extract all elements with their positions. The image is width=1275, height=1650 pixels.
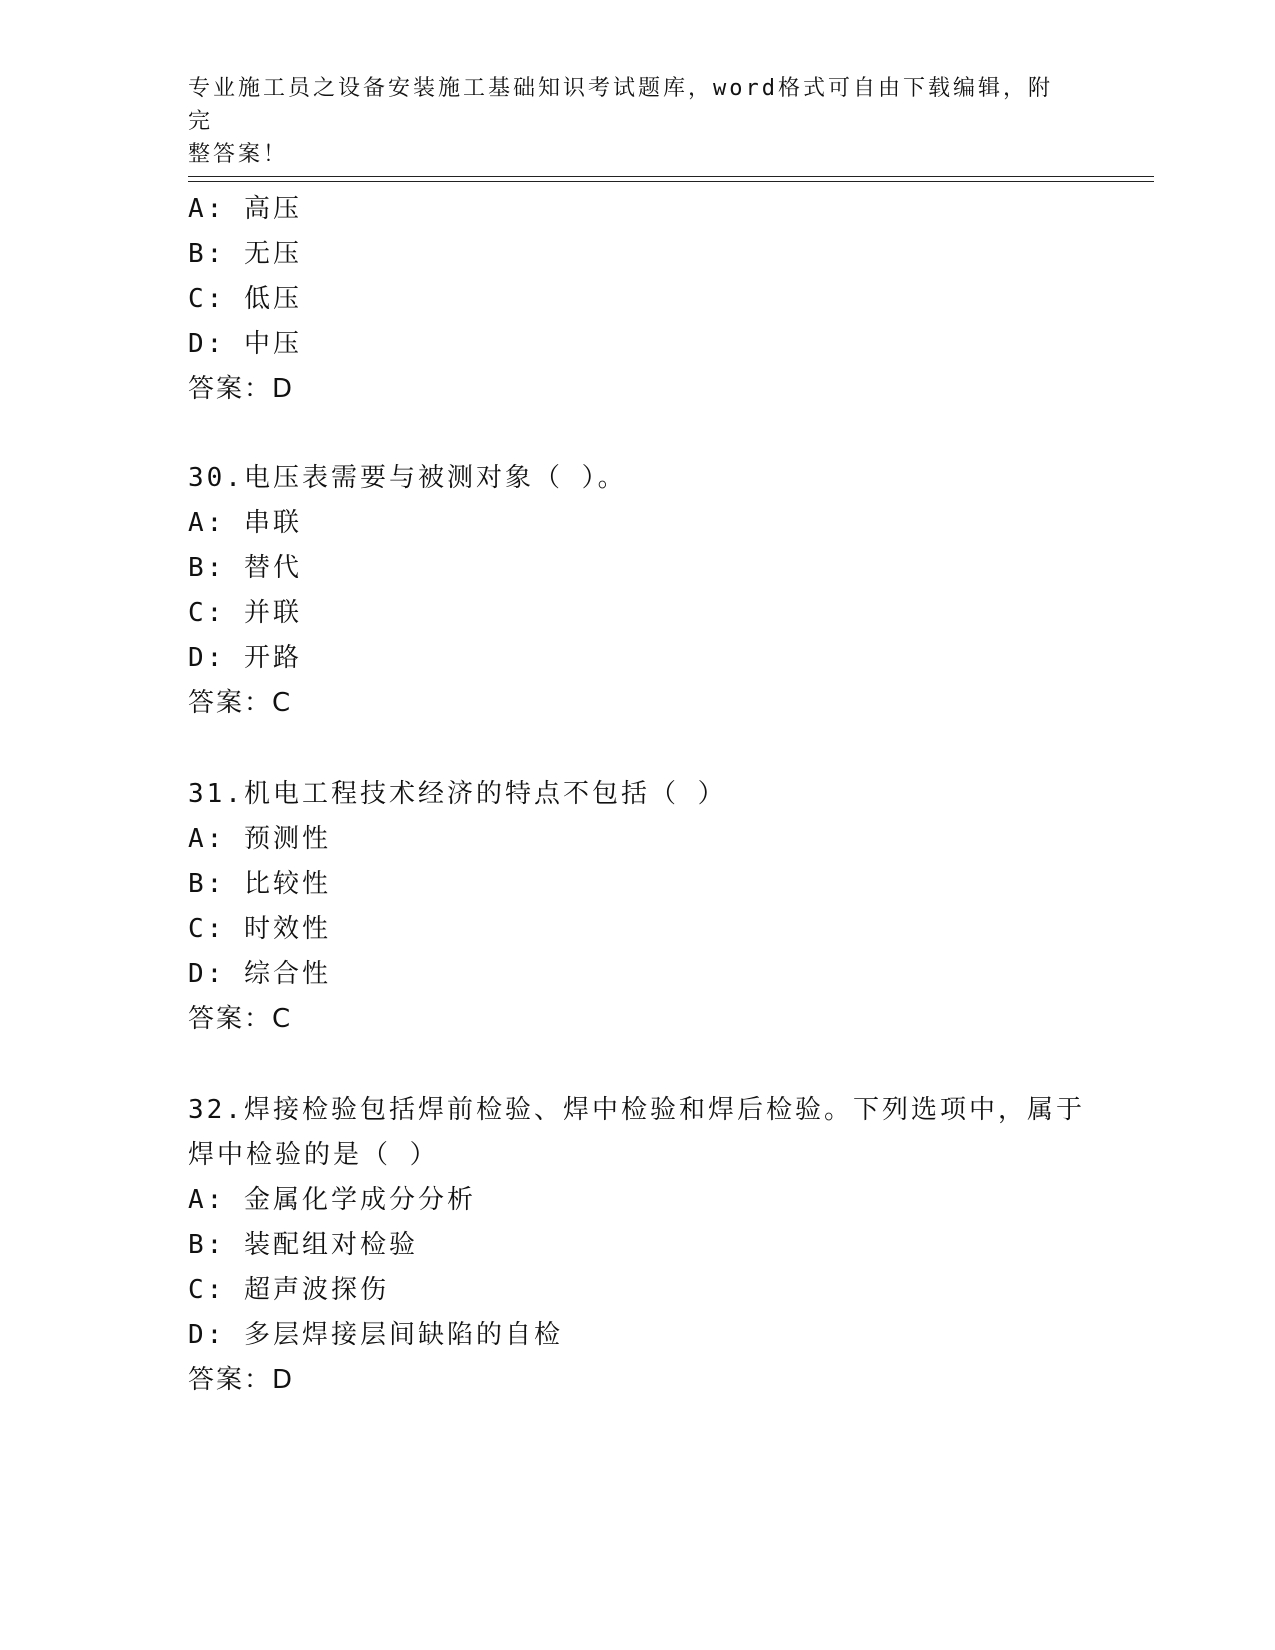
q29-option-d: D: 中压 [188, 329, 302, 359]
q31-option-d: D: 综合性 [188, 959, 331, 989]
q31-option-c: C: 时效性 [188, 914, 331, 944]
header-line-1: 专业施工员之设备安装施工基础知识考试题库，word格式可自由下载编辑，附完 [188, 76, 1053, 134]
q29-option-c: C: 低压 [188, 284, 302, 314]
document-header [188, 72, 1068, 171]
q29-option-b: B: 无压 [188, 239, 302, 269]
q29-answer: 答案：D [188, 374, 295, 404]
header-divider-bottom [188, 181, 1154, 182]
q30-option-c: C: 并联 [188, 598, 302, 628]
q32-option-b: B: 装配组对检验 [188, 1230, 418, 1260]
q30-option-d: D: 开路 [188, 643, 302, 673]
q31-option-b: B: 比较性 [188, 869, 331, 899]
q30-stem: 30.电压表需要与被测对象（ ）。 [188, 463, 627, 493]
q32-option-a: A: 金属化学成分分析 [188, 1185, 476, 1215]
q29-option-a: A: 高压 [188, 194, 302, 224]
q32-answer: 答案：D [188, 1365, 295, 1395]
header-line-2: 整答案！ [188, 142, 289, 167]
header-divider-top [188, 176, 1154, 177]
q31-option-a: A: 预测性 [188, 824, 331, 854]
q31-answer: 答案：C [188, 1004, 293, 1034]
q32-stem-line-2: 焊中检验的是（ ） [188, 1140, 439, 1170]
q32-stem-line-1: 32.焊接检验包括焊前检验、焊中检验和焊后检验。下列选项中，属于 [188, 1095, 1085, 1125]
q30-option-b: B: 替代 [188, 553, 302, 583]
q30-answer: 答案：C [188, 688, 293, 718]
q31-stem: 31.机电工程技术经济的特点不包括（ ） [188, 779, 727, 809]
q32-option-d: D: 多层焊接层间缺陷的自检 [188, 1320, 563, 1350]
q30-option-a: A: 串联 [188, 508, 302, 538]
q32-option-c: C: 超声波探伤 [188, 1275, 389, 1305]
